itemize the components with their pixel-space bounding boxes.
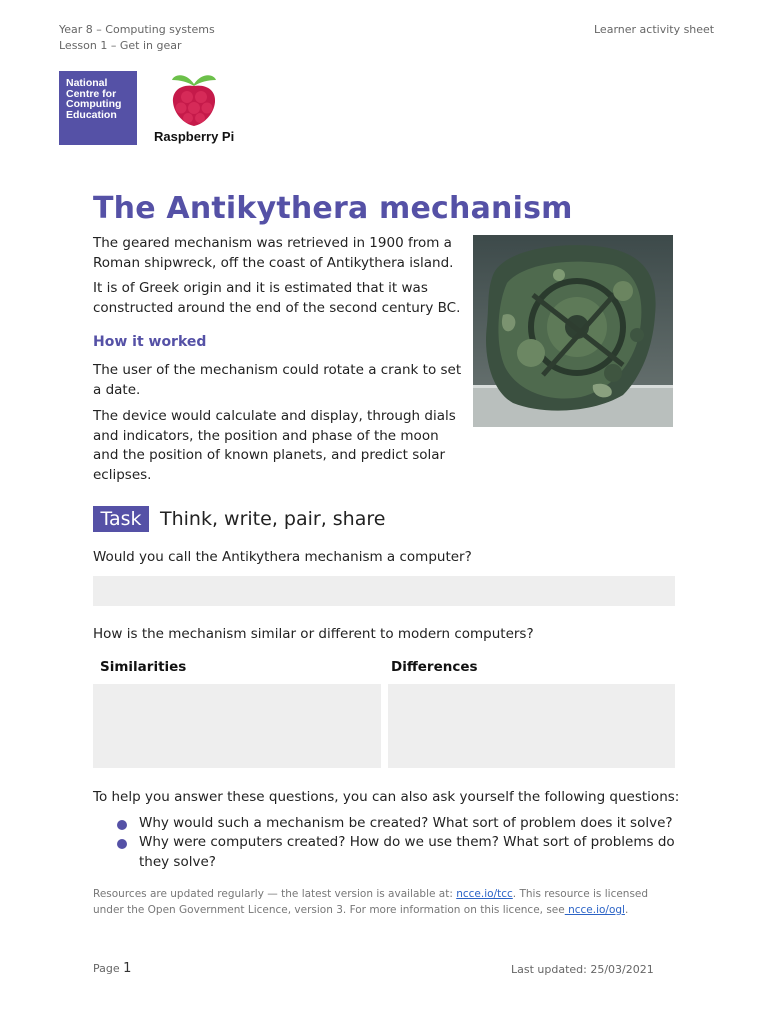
header-lesson: Lesson 1 – Get in gear [59, 39, 182, 52]
differences-heading: Differences [391, 659, 478, 675]
header-course: Year 8 – Computing systems [59, 23, 215, 36]
ncce-logo-line: National [66, 77, 108, 89]
raspberry-pi-logo-icon [168, 70, 220, 128]
text-line: It is of Greek origin and it is estimated that it was [93, 280, 428, 296]
text-line: and indicators, the position and phase of the moon [93, 427, 439, 444]
intro-paragraph-1 [93, 234, 463, 273]
bullet-dot-icon [117, 839, 127, 849]
text-line: a date. [93, 381, 141, 398]
resources-note [93, 886, 693, 918]
task-badge: Task [93, 506, 149, 532]
resources-text: . This resource is licensed [512, 888, 649, 900]
resources-line-1 [93, 886, 693, 902]
answer-box-1[interactable] [93, 576, 675, 606]
antikythera-photo [473, 235, 673, 427]
resources-text: . [624, 904, 629, 916]
similarities-heading: Similarities [100, 659, 187, 675]
ncce-logo [59, 71, 137, 145]
text-line: constructed around the end of the second century BC. [93, 299, 461, 316]
text-line: The geared mechanism was retrieved in 1900 from a [93, 235, 452, 251]
how-it-worked-paragraph-1 [93, 361, 463, 400]
bullet-dot-icon [117, 820, 127, 830]
text-line: and the position of known planets, and predict solar [93, 447, 446, 463]
ncce-tcc-link[interactable]: ncce.io/tcc [456, 888, 513, 900]
bullet-item-1 [139, 814, 679, 834]
text-line: Roman shipwreck, off the coast of Antikythera island. [93, 254, 454, 271]
header-sheet-type: Learner activity sheet [594, 23, 715, 36]
differences-answer-box[interactable] [388, 684, 675, 768]
ncce-logo-line: Centre for [66, 87, 117, 100]
text-line: Why would such a mechanism be created? What sort of problem does it solve? [139, 815, 673, 831]
page-indicator [93, 961, 131, 976]
how-it-worked-paragraph-2 [93, 407, 463, 485]
resources-text: under the Open Government Licence, version 3. For more information on this licence, see [93, 904, 565, 916]
bullet-item-2 [139, 833, 679, 872]
question-2: How is the mechanism similar or different to modern computers? [93, 626, 534, 642]
page-number: 1 [123, 961, 132, 976]
similarities-answer-box[interactable] [93, 684, 381, 768]
help-intro: To help you answer these questions, you can also ask yourself the following questions: [93, 789, 680, 805]
how-it-worked-heading: How it worked [93, 334, 207, 350]
resources-line-2 [93, 902, 693, 918]
resources-text: Resources are updated regularly — the latest version is available at: [93, 888, 457, 900]
question-1: Would you call the Antikythera mechanism a computer? [93, 549, 472, 565]
task-title: Think, write, pair, share [160, 508, 386, 530]
text-line: The user of the mechanism could rotate a crank to set [93, 362, 462, 378]
raspberry-pi-label: Raspberry Pi [154, 129, 235, 144]
page-label: Page [93, 962, 124, 975]
text-line: The device would calculate and display, through dials [93, 408, 456, 424]
text-line: Why were computers created? How do we use them? What sort of problems do [139, 834, 675, 850]
ncce-ogl-link[interactable]: ncce.io/ogl [564, 904, 625, 916]
ncce-logo-line: Computing [66, 98, 122, 110]
page-title: The Antikythera mechanism [93, 191, 573, 226]
intro-paragraph-2 [93, 279, 463, 318]
text-line: eclipses. [93, 466, 152, 483]
ncce-logo-line: Education [66, 108, 117, 121]
text-line: they solve? [139, 853, 216, 870]
last-updated: Last updated: 25/03/2021 [511, 963, 654, 976]
